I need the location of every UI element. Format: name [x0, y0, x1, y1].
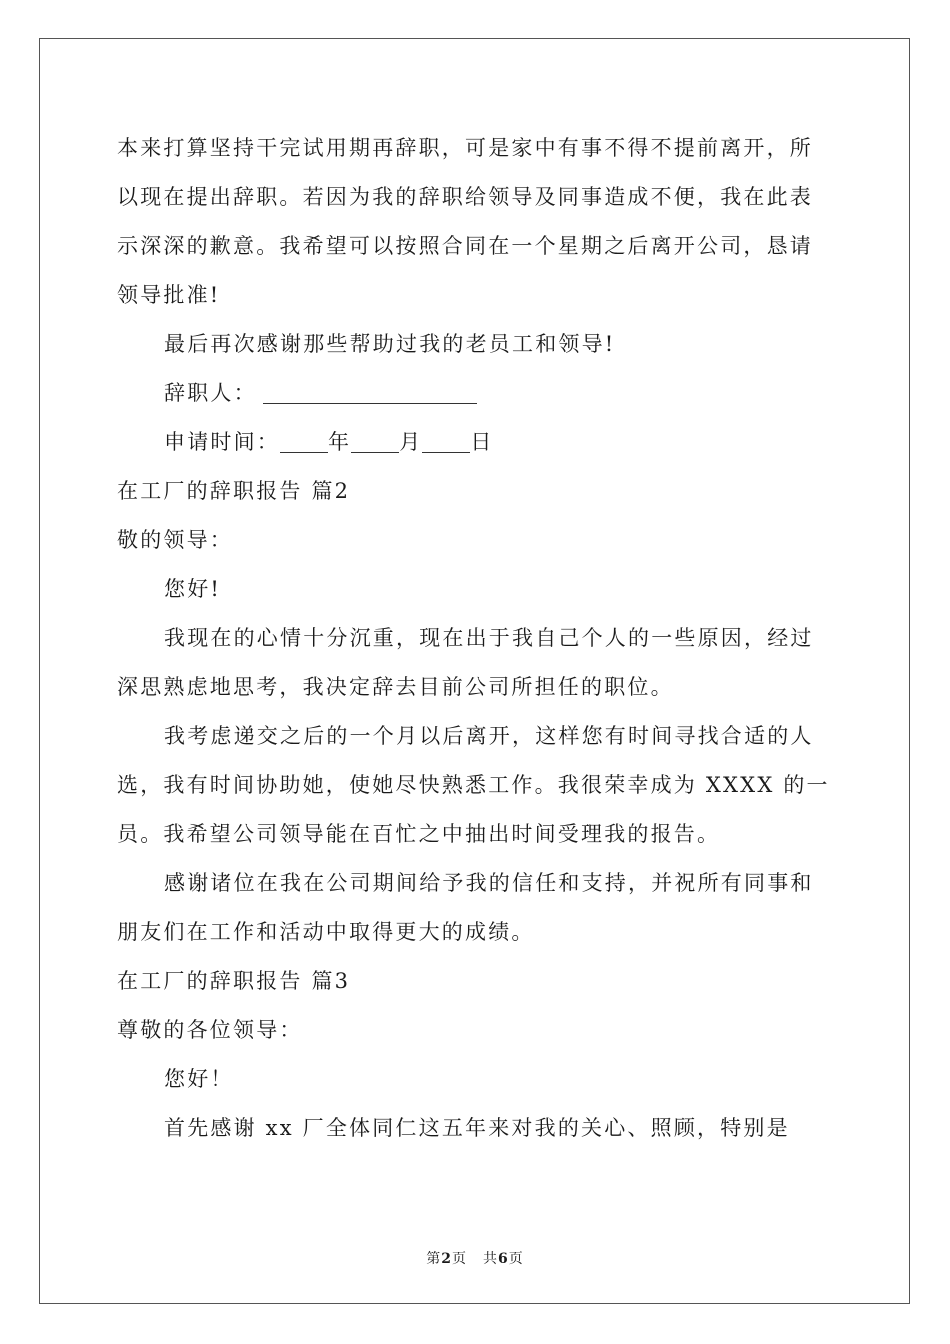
date-label: 申请时间： [164, 430, 280, 454]
salutation: 敬的领导： [117, 528, 233, 552]
page-prefix: 第 [426, 1251, 442, 1267]
page-footer [0, 1248, 950, 1268]
document-body [117, 124, 835, 1153]
paragraph-line: 感谢诸位在我在公司期间给予我的信任和支持，并祝所有同事和 [164, 871, 814, 895]
paragraph-line: 以现在提出辞职。若因为我的辞职给领导及同事造成不便，我在此表 [117, 185, 813, 209]
month-label: 月 [399, 430, 423, 454]
greeting: 您好! [164, 577, 222, 601]
year-label: 年 [328, 430, 352, 454]
paragraph-line: 本来打算坚持干完试用期再辞职，可是家中有事不得不提前离开，所 [117, 136, 813, 160]
date-line [117, 418, 835, 467]
day-label: 日 [470, 430, 494, 454]
paragraph-line: 我现在的心情十分沉重，现在出于我自己个人的一些原因，经过 [164, 626, 814, 650]
total-pages: 6 [498, 1251, 509, 1267]
paragraph-line: 深思熟虑地思考，我决定辞去目前公司所担任的职位。 [117, 675, 674, 699]
greeting: 您好！ [164, 1067, 234, 1091]
month-blank [351, 430, 399, 453]
section-title: 在工厂的辞职报告 篇3 [117, 969, 351, 993]
paragraph-line: 首先感谢 xx 厂全体同仁这五年来对我的关心、照顾，特别是 [164, 1116, 790, 1140]
paragraph-line: 我考虑递交之后的一个月以后离开，这样您有时间寻找合适的人 [164, 724, 814, 748]
signature-line [117, 369, 835, 418]
page-suffix: 页 [452, 1251, 467, 1267]
closing-thanks: 最后再次感谢那些帮助过我的老员工和领导! [164, 332, 616, 356]
section-title: 在工厂的辞职报告 篇2 [117, 479, 351, 503]
signature-label: 辞职人： [164, 381, 257, 405]
page-number: 2 [441, 1251, 452, 1267]
signature-blank [263, 381, 477, 404]
year-blank [280, 430, 328, 453]
total-suffix: 页 [508, 1251, 524, 1267]
paragraph-line: 选，我有时间协助她，使她尽快熟悉工作。我很荣幸成为 XXXX 的一 [117, 773, 830, 797]
paragraph-line: 朋友们在工作和活动中取得更大的成绩。 [117, 920, 535, 944]
paragraph-line: 领导批准! [117, 283, 221, 307]
paragraph-line: 员。我希望公司领导能在百忙之中抽出时间受理我的报告。 [117, 822, 721, 846]
salutation: 尊敬的各位领导： [117, 1018, 303, 1042]
paragraph-line: 示深深的歉意。我希望可以按照合同在一个星期之后离开公司，恳请 [117, 234, 813, 258]
total-prefix: 共 [483, 1251, 498, 1267]
day-blank [422, 430, 470, 453]
